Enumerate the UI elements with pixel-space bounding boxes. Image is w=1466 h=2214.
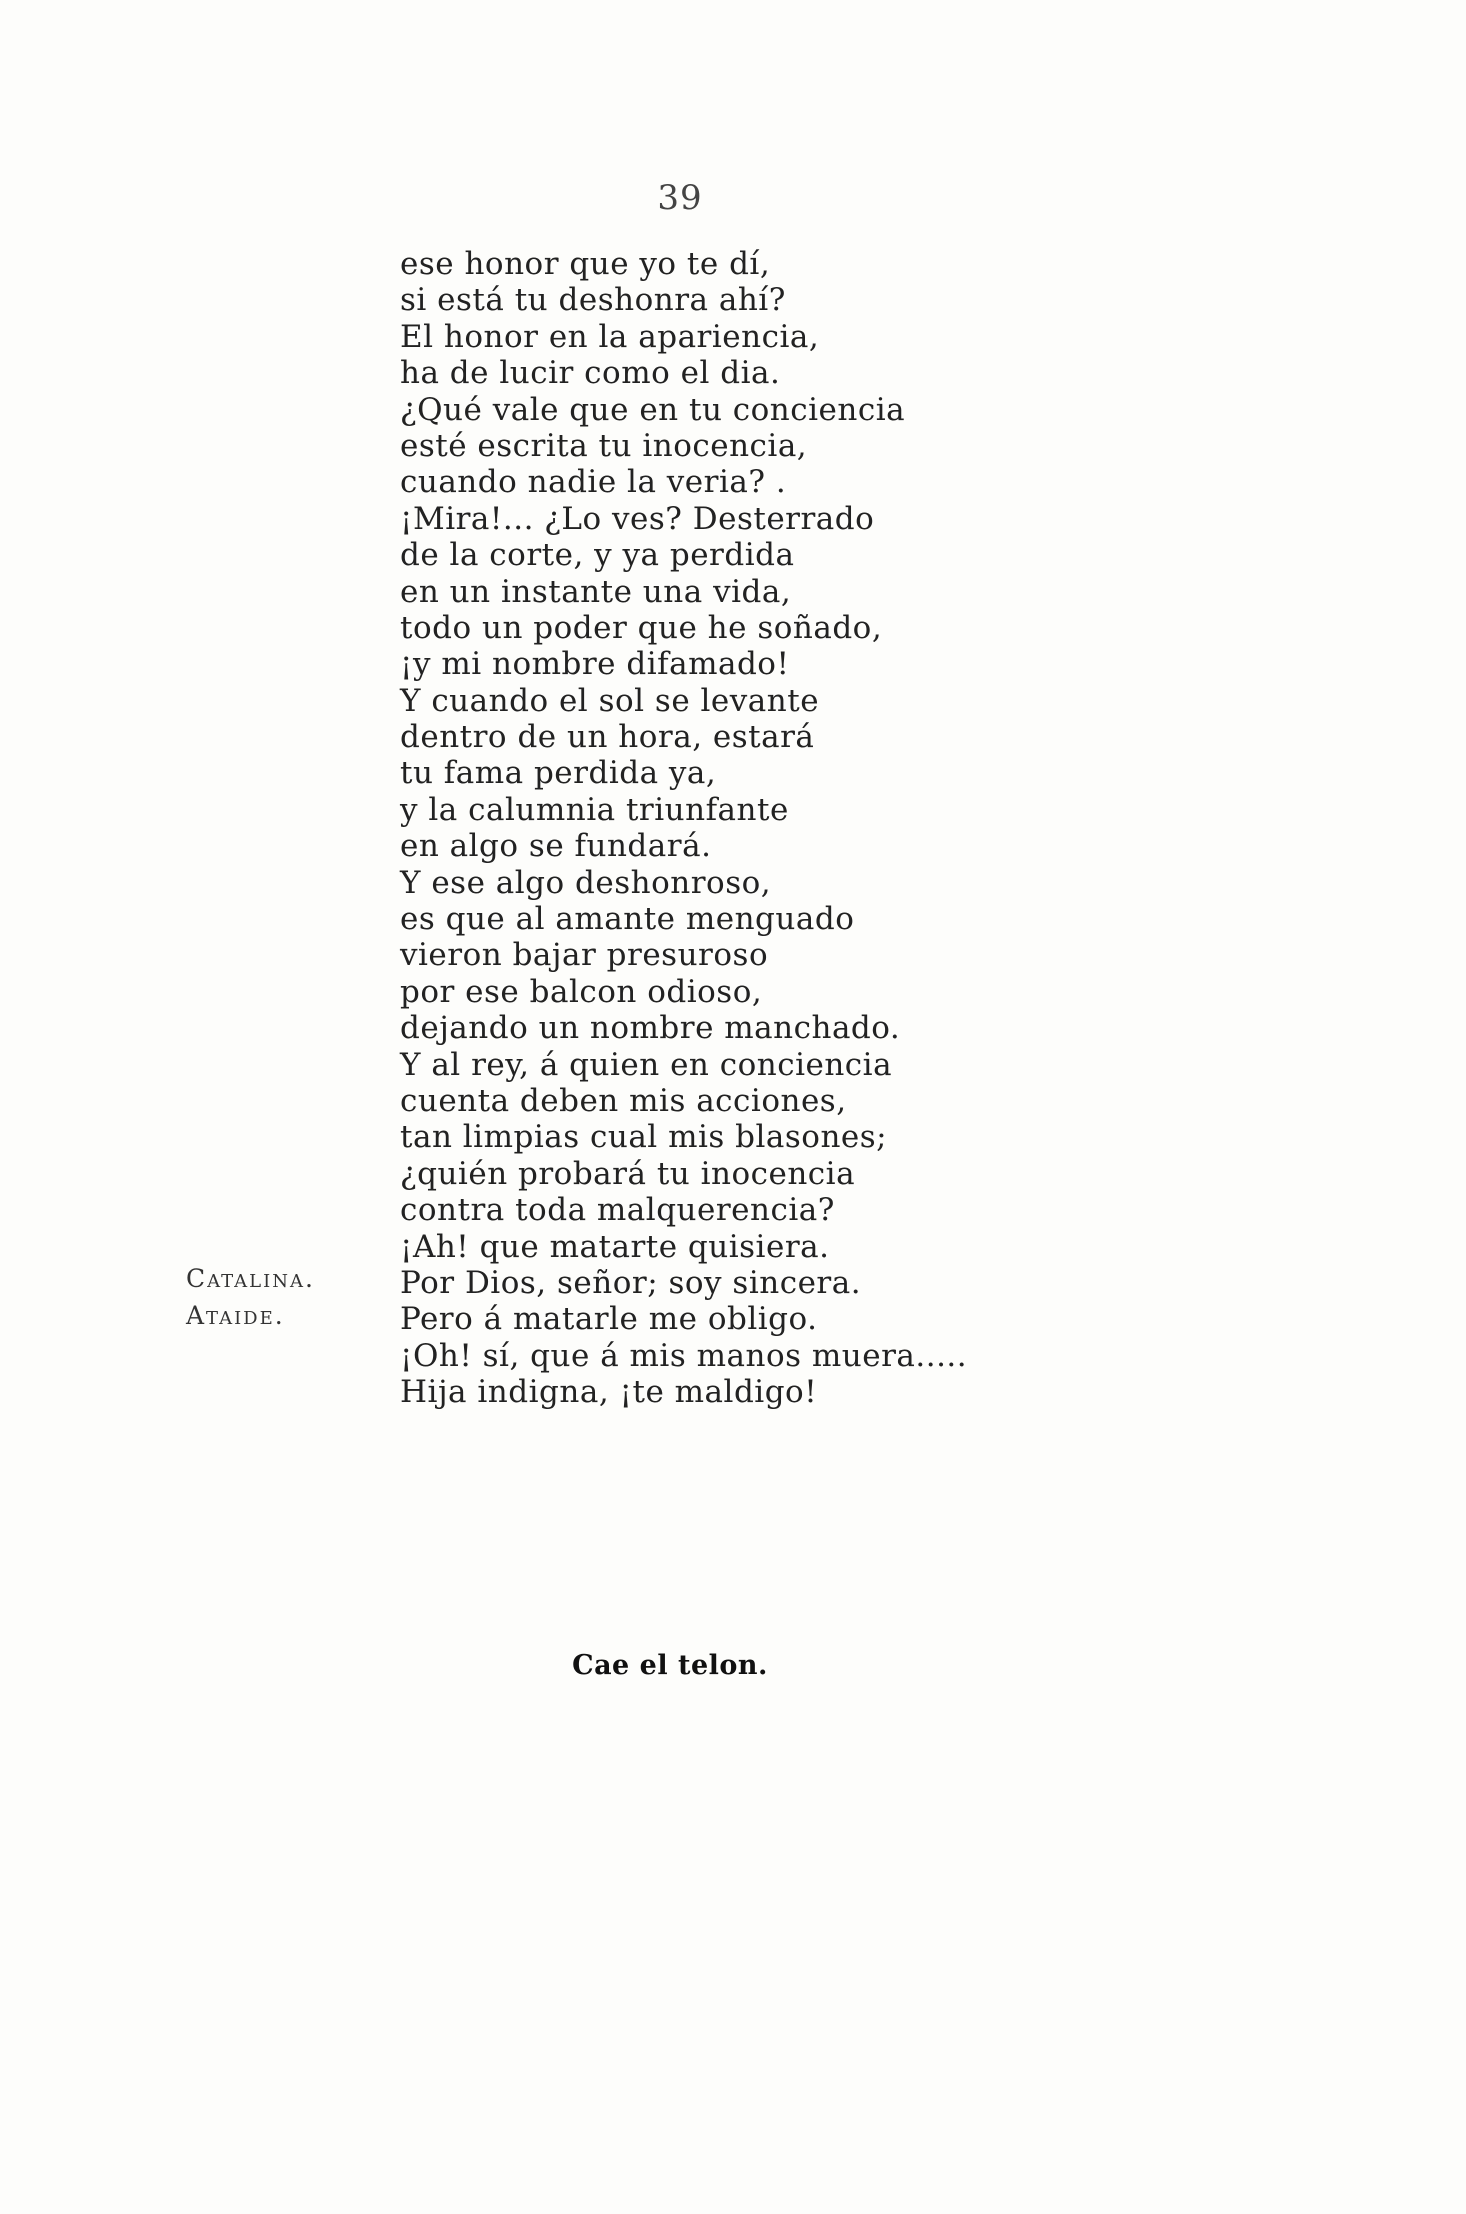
verse-line: ¿Qué vale que en tu conciencia (400, 391, 906, 428)
verse-line: dejando un nombre manchado. (400, 1010, 901, 1047)
verse-line: ese honor que yo te dí, (400, 246, 771, 282)
verse-line: en un instante una vida, (400, 573, 792, 610)
verse-line: ¡Ah! que matarte quisiera. (400, 1228, 830, 1265)
verse-line: vieron bajar presuroso (400, 937, 769, 974)
speaker-catalina: Catalina. (186, 1264, 315, 1293)
verse-line: ¿quién probará tu inocencia (400, 1155, 856, 1192)
verse-line: Y ese algo deshonroso, (400, 864, 772, 901)
speaker-ataide: Ataide. (186, 1301, 285, 1330)
verse-line: todo un poder que he soñado, (400, 609, 883, 646)
verse-line: ¡Mira!... ¿Lo ves? Desterrado (400, 500, 875, 537)
verse-line: es que al amante menguado (400, 901, 855, 938)
stage-direction: Cae el telon. (572, 1650, 768, 1681)
verse-line: ¡y mi nombre difamado! (400, 646, 790, 683)
verse-line: esté escrita tu inocencia, (400, 427, 808, 464)
verse-line: cuando nadie la veria? . (400, 464, 787, 501)
verse-line: Pero á matarle me obligo. (400, 1301, 818, 1338)
verse-line: El honor en la apariencia, (400, 318, 820, 355)
verse-line: Y al rey, á quien en conciencia (400, 1046, 893, 1083)
verse-line: tu fama perdida ya, (400, 755, 717, 792)
verse-line: cuenta deben mis acciones, (400, 1082, 847, 1119)
verse-line: ¡Oh! sí, que á mis manos muera..... (400, 1337, 968, 1374)
verse-line: ha de lucir como el dia. (400, 355, 781, 392)
verse-line: contra toda malquerencia? (400, 1192, 835, 1229)
verse-line: dentro de un hora, estará (400, 719, 815, 756)
page-number: 39 (657, 178, 703, 218)
verse-line: tan limpias cual mis blasones; (400, 1119, 888, 1156)
verse-line: si está tu deshonra ahí? (400, 282, 786, 319)
verse-line: por ese balcon odioso, (400, 973, 763, 1010)
verse-line: de la corte, y ya perdida (400, 537, 795, 574)
verse-line: Y cuando el sol se levante (400, 682, 820, 719)
verse-line: Hija indigna, ¡te maldigo! (400, 1374, 818, 1411)
verse-line: Por Dios, señor; soy sincera. (400, 1264, 862, 1301)
verse-block (400, 246, 1020, 1411)
verse-line: y la calumnia triunfante (400, 791, 789, 828)
verse-line: en algo se fundará. (400, 828, 712, 865)
